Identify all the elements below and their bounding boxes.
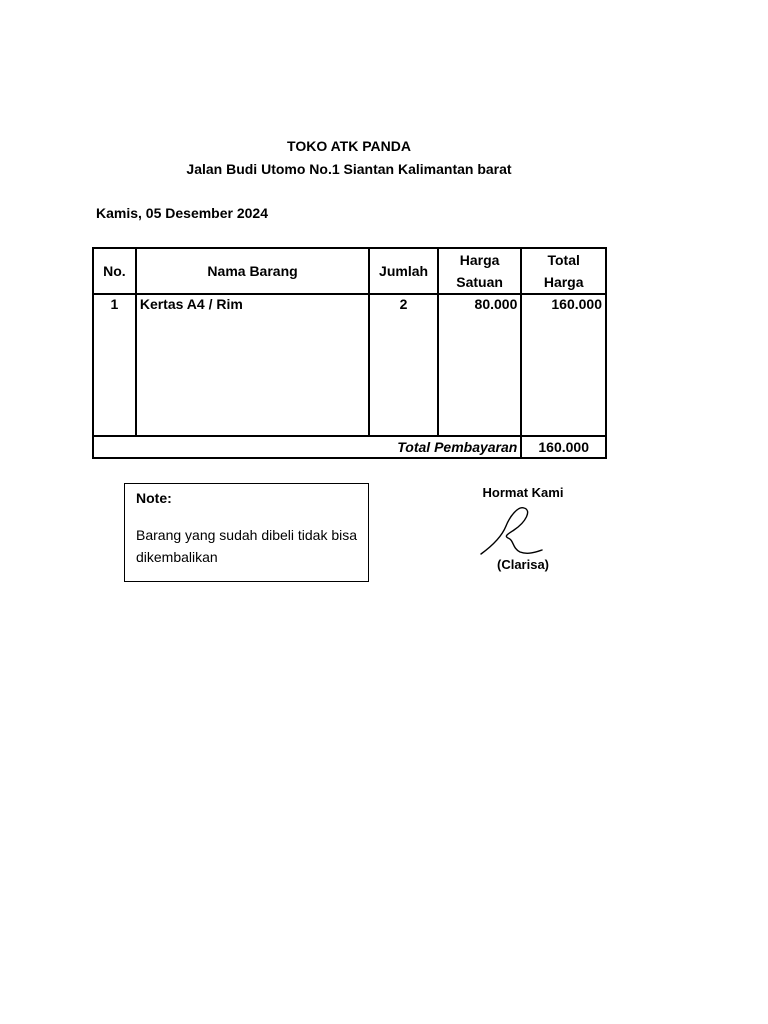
header-unit-price-line2: Satuan [456, 274, 503, 290]
invoice-table [92, 247, 607, 459]
header-qty: Jumlah [369, 248, 438, 294]
invoice-date: Kamis, 05 Desember 2024 [96, 205, 268, 221]
cell-total-price: 160.000 [521, 294, 606, 436]
table-footer-row [93, 436, 606, 458]
cell-name: Kertas A4 / Rim [136, 294, 369, 436]
header-total-price-line2: Harga [543, 274, 584, 290]
signature-image [478, 500, 548, 558]
header-unit-price [438, 248, 522, 294]
note-title: Note: [136, 490, 172, 506]
signer-name: (Clarisa) [496, 557, 550, 572]
header-unit-price-line1: Harga [459, 252, 500, 268]
header-total-price-line1: Total [547, 252, 580, 268]
header-total-price [521, 248, 606, 294]
total-payment-label: Total Pembayaran [93, 436, 521, 458]
header-no: No. [93, 248, 136, 294]
signature-title: Hormat Kami [482, 485, 564, 500]
header-name: Nama Barang [136, 248, 369, 294]
store-name: TOKO ATK PANDA [287, 138, 411, 154]
total-payment-value: 160.000 [521, 436, 606, 458]
table-row [93, 294, 606, 436]
note-text: Barang yang sudah dibeli tidak bisa dikembalikan [136, 527, 358, 565]
cell-qty: 2 [369, 294, 438, 436]
table-header-row [93, 248, 606, 294]
note-box [124, 483, 369, 582]
cell-no: 1 [93, 294, 136, 436]
store-address: Jalan Budi Utomo No.1 Siantan Kalimantan barat [186, 161, 512, 177]
cell-unit-price: 80.000 [438, 294, 522, 436]
